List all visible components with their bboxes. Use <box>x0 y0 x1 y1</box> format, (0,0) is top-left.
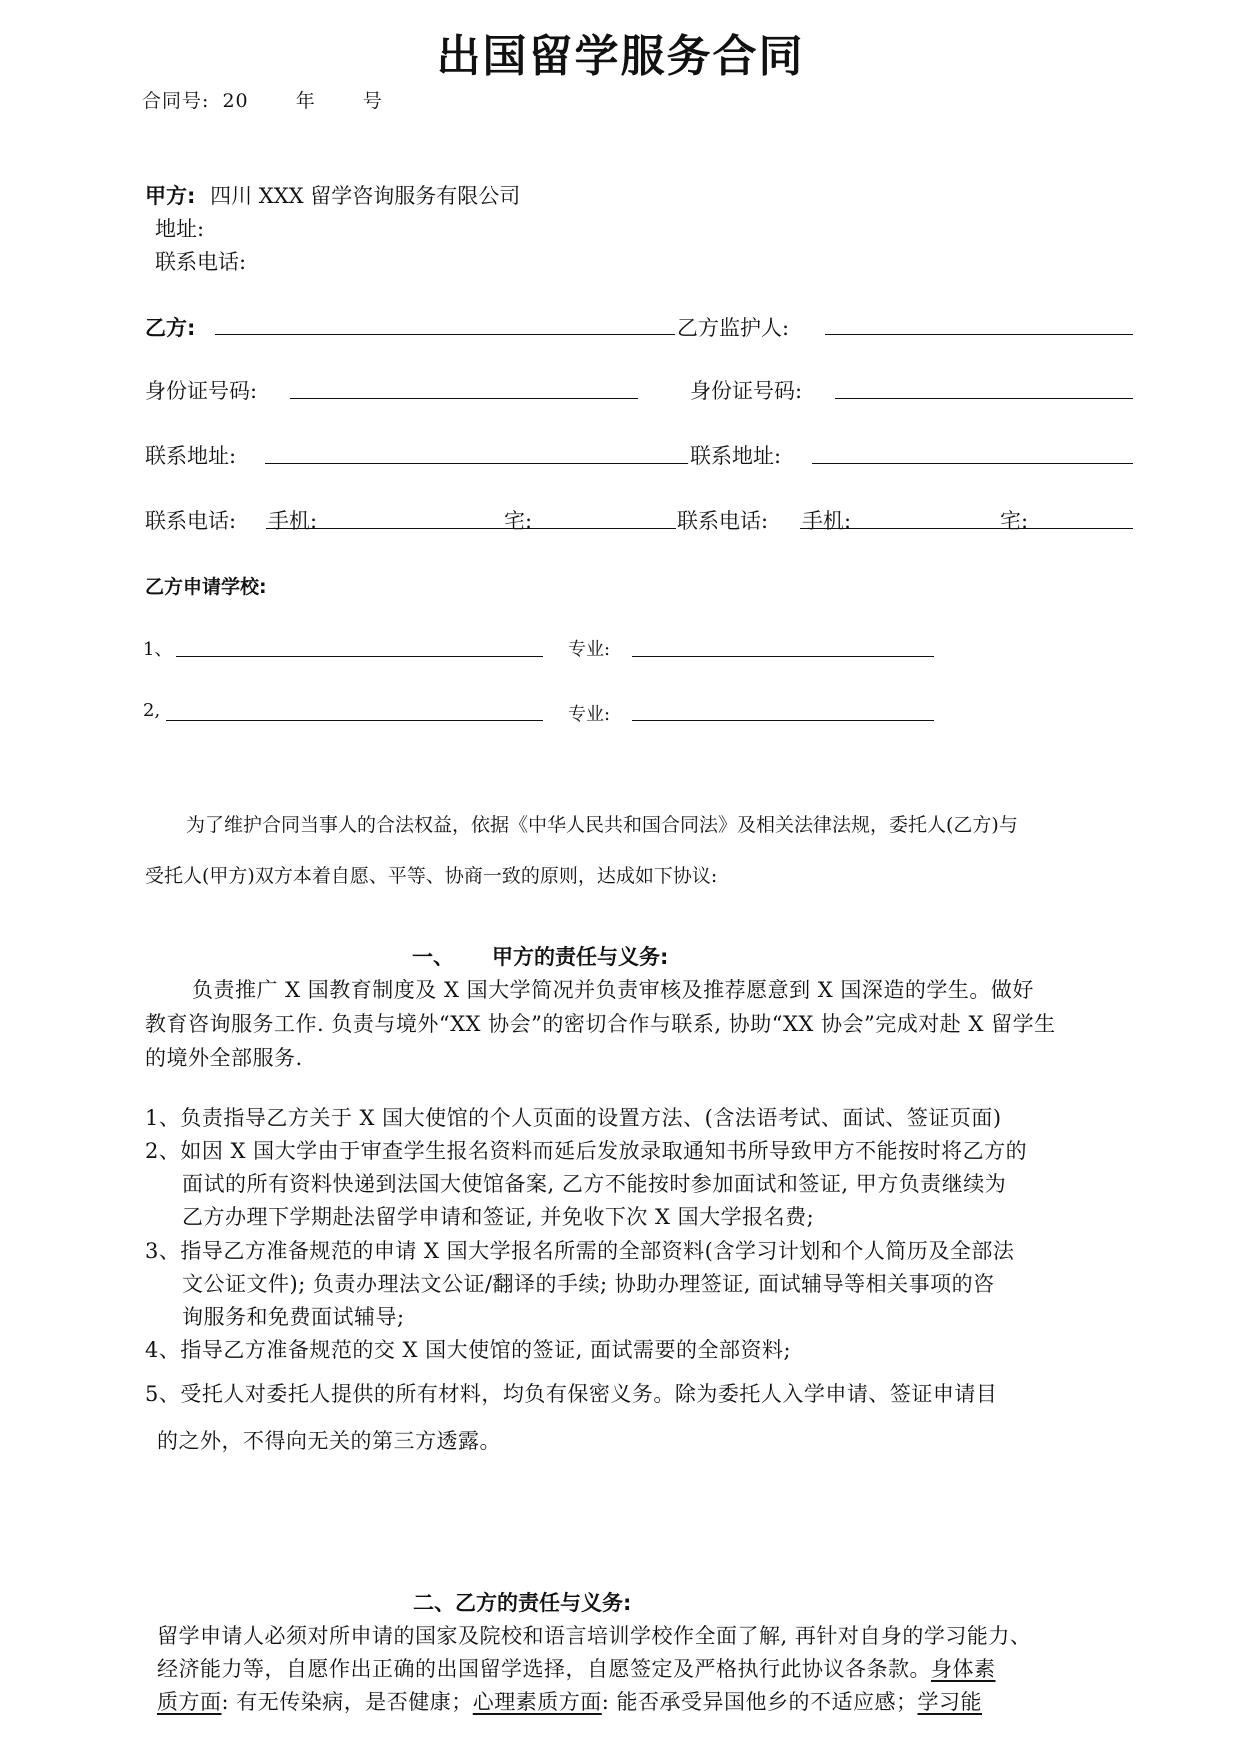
preamble-line-2: 受托人(甲方)双方本着自愿、平等、协商一致的原则，达成如下协议: <box>145 865 718 887</box>
section-2-line-2-text: 经济能力等，自愿作出正确的出国留学选择，自愿签定及严格执行此协议各条款。 <box>157 1657 931 1681</box>
section-2-line-2 <box>157 1653 996 1683</box>
section-1-item-5: 5、受托人对委托人提供的所有材料，均负有保密义务。除为委托人入学申请、签证申请目 <box>145 1382 998 1406</box>
section-1-heading: 甲方的责任与义务: <box>492 945 669 969</box>
section-1-item-3-cont-1: 文公证文件); 负责办理法文公证/翻译的手续; 协助办理签证, 面试辅导等相关事项的咨 <box>182 1272 995 1296</box>
contract-number-unit: 号 <box>362 90 383 112</box>
document-title: 出国留学服务合同 <box>436 31 805 82</box>
contract-number <box>142 86 383 113</box>
school-1-number: 1、 <box>143 639 173 660</box>
mental-quality-text: : 能否承受异国他乡的不适应感； <box>601 1690 918 1714</box>
physical-quality-label-end: 质方面 <box>157 1690 222 1714</box>
school-1-field[interactable] <box>176 656 543 657</box>
school-2-major-label: 专业: <box>568 704 611 725</box>
guardian-home-label: 宅: <box>1000 509 1029 533</box>
school-1-major-label: 专业: <box>568 639 611 660</box>
contract-year-unit: 年 <box>295 90 316 112</box>
party-b-id-field[interactable] <box>290 398 638 399</box>
contract-year-prefix: 20 <box>222 90 249 112</box>
school-1-major-field[interactable] <box>632 656 934 657</box>
physical-quality-label-start: 身体素 <box>931 1657 996 1681</box>
guardian-phone-field[interactable] <box>800 528 1133 529</box>
physical-quality-text: : 有无传染病，是否健康； <box>221 1690 473 1714</box>
section-1-item-4: 4、指导乙方准备规范的交 X 国大使馆的签证, 面试需要的全部资料; <box>145 1338 792 1362</box>
party-b-phone-label: 联系电话: <box>145 509 237 533</box>
party-a-row <box>145 180 520 210</box>
school-2-number: 2, <box>143 700 161 721</box>
preamble-line-1: 为了维护合同当事人的合法权益，依据《中华人民共和国合同法》及相关法律法规，委托人(乙方)与 <box>186 814 1018 836</box>
party-a-label: 甲方: <box>145 184 196 208</box>
section-1-intro-1: 负责推广 X 国教育制度及 X 国大学简况并负责审核及推荐愿意到 X 国深造的学生。做好 <box>192 978 1034 1002</box>
guardian-address-label: 联系地址: <box>690 444 782 468</box>
guardian-id-label: 身份证号码: <box>690 379 803 403</box>
party-b-mobile-label: 手机: <box>268 509 318 533</box>
guardian-id-field[interactable] <box>835 398 1133 399</box>
party-a-phone-label: 联系电话: <box>155 250 247 274</box>
party-a-address-label: 地址: <box>155 217 205 241</box>
section-1-intro-2: 教育咨询服务工作. 负责与境外“XX 协会”的密切合作与联系, 协助“XX 协会”完成对赴 X 留学生 <box>145 1012 1056 1036</box>
party-b-address-label: 联系地址: <box>145 444 237 468</box>
section-1-item-5-cont: 的之外，不得向无关的第三方透露。 <box>157 1429 501 1453</box>
section-2-line-1: 留学申请人必须对所申请的国家及院校和语言培训学校作全面了解, 再针对自身的学习能力、 <box>157 1624 1032 1648</box>
contract-number-label: 合同号: <box>142 90 210 112</box>
party-b-phone-field[interactable] <box>266 528 676 529</box>
section-1-item-2-cont-1: 面试的所有资料快递到法国大使馆备案, 乙方不能按时参加面试和签证, 甲方负责继续为 <box>182 1172 1007 1196</box>
section-1-item-3-cont-2: 询服务和免费面试辅导; <box>182 1305 405 1329</box>
guardian-mobile-label: 手机: <box>802 509 852 533</box>
section-1-item-2-cont-2: 乙方办理下学期赴法留学申请和签证, 并免收下次 X 国大学报名费; <box>182 1205 815 1229</box>
mental-quality-label: 心理素质方面 <box>472 1690 602 1714</box>
section-1-item-3: 3、指导乙方准备规范的申请 X 国大学报名所需的全部资料(含学习计划和个人简历及全部法 <box>145 1239 1015 1263</box>
party-b-id-label: 身份证号码: <box>145 379 258 403</box>
learning-ability-label: 学习能 <box>917 1690 982 1714</box>
section-1-number: 一、 <box>412 945 454 969</box>
party-b-label: 乙方: <box>145 316 196 340</box>
school-2-field[interactable] <box>166 720 543 721</box>
party-b-address-field[interactable] <box>265 463 688 464</box>
party-b-name-field[interactable] <box>215 334 675 335</box>
schools-heading: 乙方申请学校: <box>145 576 267 598</box>
section-1-item-1: 1、负责指导乙方关于 X 国大使馆的个人页面的设置方法、(含法语考试、面试、签证页面) <box>145 1106 1002 1130</box>
section-2-line-3 <box>157 1686 982 1716</box>
school-2-major-field[interactable] <box>632 720 934 721</box>
guardian-address-field[interactable] <box>812 463 1133 464</box>
section-1-item-2: 2、如因 X 国大学由于审查学生报名资料而延后发放录取通知书所导致甲方不能按时将乙方的 <box>145 1139 1028 1163</box>
guardian-name-field[interactable] <box>825 334 1133 335</box>
section-2-heading: 二、乙方的责任与义务: <box>413 1591 632 1615</box>
guardian-phone-label: 联系电话: <box>677 509 769 533</box>
guardian-label: 乙方监护人: <box>677 316 790 340</box>
party-a-name: 四川 XXX 留学咨询服务有限公司 <box>210 184 521 208</box>
section-1-intro-3: 的境外全部服务. <box>145 1046 303 1070</box>
party-b-home-label: 宅: <box>504 509 533 533</box>
